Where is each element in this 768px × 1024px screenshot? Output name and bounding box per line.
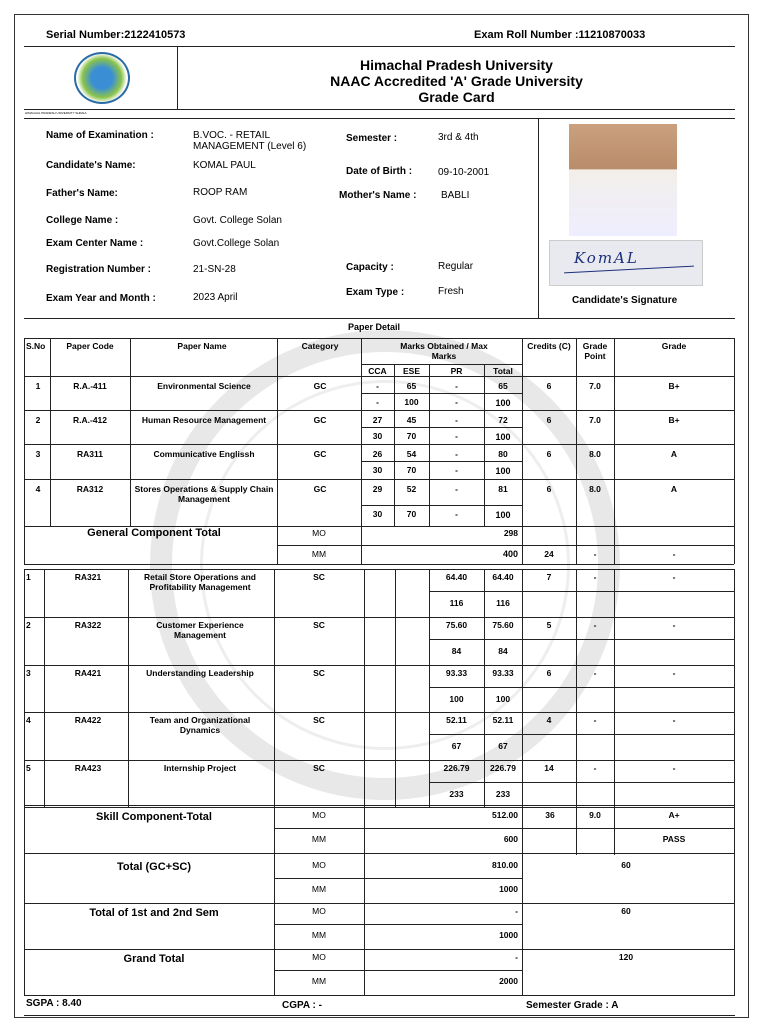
general-total-label: General Component Total: [87, 527, 221, 539]
row-paper-code: RA321: [74, 572, 102, 582]
grid-line: [429, 591, 734, 592]
grid-line: [24, 949, 734, 950]
signature-scribble: KomAL: [574, 249, 639, 267]
gc-mo-value: 298: [503, 528, 518, 538]
row-max-ese: 70: [406, 465, 417, 475]
row-grade: -: [672, 763, 676, 773]
row-ese: 52: [406, 484, 417, 494]
grid-line: [24, 479, 734, 480]
sct-credits: 36: [545, 810, 555, 820]
college-name-label: College Name :: [46, 215, 119, 226]
row-category: SC: [313, 668, 325, 678]
header-ese: ESE: [402, 366, 420, 376]
grid-line: [576, 338, 577, 526]
row-paper-name: Customer Experience Management: [156, 620, 244, 640]
sem-mo-label: MO: [312, 906, 326, 916]
sct-label: Skill Component-Total: [96, 811, 212, 823]
row-category: SC: [313, 715, 325, 725]
row-pr: -: [455, 484, 458, 494]
row-grade-point: -: [593, 763, 597, 773]
exam-type-value: Fresh: [438, 286, 464, 297]
row-category: GC: [313, 484, 327, 494]
grid-line: [364, 805, 365, 995]
row-max-pr: -: [455, 465, 458, 475]
row-max-pr: 233: [449, 789, 464, 799]
grid-line: [522, 569, 523, 807]
header-paper-name: Paper Name: [177, 341, 227, 351]
grid-line: [429, 782, 734, 783]
grid-line: [364, 569, 365, 807]
exam-type-label: Exam Type :: [346, 287, 405, 298]
header-grade-point: Grade Point: [582, 341, 608, 361]
row-credits: 6: [546, 668, 552, 678]
grid-line: [24, 760, 734, 761]
semester-value: 3rd & 4th: [438, 132, 479, 143]
row-paper-code: R.A.-411: [73, 381, 107, 391]
sct-mo-value: 512.00: [492, 810, 518, 820]
row-category: GC: [313, 415, 327, 425]
tot-mo-value: 810.00: [492, 860, 518, 870]
row-grade-point: -: [593, 715, 597, 725]
registration-label: Registration Number :: [46, 264, 152, 275]
tot-mo-label: MO: [312, 860, 326, 870]
row-grade-point: 7.0: [589, 415, 601, 425]
grand-credits: 120: [618, 952, 634, 962]
row-max-pr: 116: [449, 598, 464, 608]
row-cca: 29: [372, 484, 383, 494]
candidate-name-label: Candidate's Name:: [46, 160, 136, 171]
row-max-pr: 84: [451, 646, 462, 656]
gc-grade-point: -: [593, 549, 597, 559]
grid-line: [522, 805, 523, 995]
grid-line: [24, 712, 734, 713]
tot-credits: 60: [621, 860, 631, 870]
row-max-total: 100: [495, 432, 511, 442]
row-paper-name: Stores Operations & Supply Chain Management: [134, 484, 274, 504]
tiny-print: HIMACHAL PRADESH UNIVERSITY SHIMLA: [25, 111, 87, 115]
row-grade-point: 8.0: [589, 484, 601, 494]
grid-line: [522, 526, 523, 564]
header-pr: PR: [450, 366, 463, 376]
row-grade-point: 7.0: [589, 381, 601, 391]
row-paper-name: Team and Organizational Dynamics: [149, 715, 251, 735]
divider: [538, 118, 539, 318]
row-total: 52.11: [492, 715, 514, 725]
capacity-label: Capacity :: [346, 262, 394, 273]
sem-label: Total of 1st and 2nd Sem: [89, 907, 219, 919]
row-total: 226.79: [490, 763, 516, 773]
row-grade-point: -: [593, 620, 597, 630]
row-max-ese: 70: [406, 431, 417, 441]
row-cca: 26: [372, 449, 383, 459]
grid-line: [429, 734, 734, 735]
row-paper-name: Human Resource Management: [141, 415, 267, 425]
tot-mm-label: MM: [311, 884, 327, 894]
gc-mm-value: 400: [502, 549, 518, 559]
row-paper-name: Retail Store Operations and Profitability Management: [144, 572, 256, 592]
row-credits: 6: [546, 381, 552, 391]
row-sno: 2: [26, 620, 31, 630]
row-ese: 65: [406, 381, 417, 391]
university-logo: [74, 52, 130, 104]
row-grade: -: [672, 620, 676, 630]
divider: [24, 109, 735, 110]
sem-mm-value: 1000: [499, 930, 518, 940]
row-grade-point: -: [593, 668, 597, 678]
row-max-pr: 100: [449, 694, 464, 704]
sct-grade-point: 9.0: [589, 810, 601, 820]
grid-line: [24, 853, 734, 854]
row-max-total: 233: [495, 789, 511, 799]
grid-line: [24, 444, 734, 445]
grid-line: [614, 338, 615, 526]
grid-line: [24, 805, 734, 806]
row-category: GC: [313, 381, 327, 391]
row-credits: 5: [546, 620, 552, 630]
row-paper-code: RA422: [74, 715, 102, 725]
grid-line: [361, 364, 522, 365]
row-credits: 6: [546, 449, 552, 459]
grid-line: [274, 970, 522, 971]
candidate-name-value: KOMAL PAUL: [193, 160, 256, 171]
grand-mm-label: MM: [311, 976, 327, 986]
header-total: Total: [493, 366, 513, 376]
grid-line: [24, 564, 734, 565]
grid-line: [361, 393, 522, 394]
row-paper-code: RA423: [74, 763, 102, 773]
grid-line: [24, 903, 734, 904]
divider: [24, 1015, 735, 1016]
semester-label: Semester :: [346, 133, 398, 144]
row-total: 80: [498, 449, 508, 459]
row-sno: 1: [35, 381, 41, 391]
row-pr: 226.79: [443, 763, 470, 773]
row-grade: A: [670, 449, 678, 459]
row-grade: -: [672, 668, 676, 678]
row-max-pr: -: [455, 509, 458, 519]
candidate-photo: [569, 124, 677, 236]
totals-table: [24, 805, 734, 995]
grid-line: [614, 805, 615, 855]
header-credits: Credits (C): [527, 341, 571, 351]
row-total: 75.60: [492, 620, 514, 630]
sct-mm-label: MM: [311, 834, 327, 844]
semester-grade: Semester Grade : A: [526, 1000, 619, 1011]
header-marks: Marks Obtained / Max Marks: [400, 341, 488, 361]
row-credits: 6: [546, 415, 552, 425]
gc-mo-label: MO: [312, 528, 326, 538]
grand-mo-value: -: [515, 952, 518, 962]
grid-line: [395, 569, 396, 807]
grid-line: [24, 569, 25, 807]
row-credits: 14: [544, 763, 554, 773]
row-max-cca: 30: [372, 431, 383, 441]
row-paper-code: RA322: [74, 620, 102, 630]
grid-line: [130, 338, 131, 526]
sem-mm-label: MM: [311, 930, 327, 940]
row-credits: 7: [546, 572, 552, 582]
capacity-value: Regular: [438, 261, 474, 272]
row-credits: 4: [546, 715, 552, 725]
grid-line: [50, 338, 51, 526]
cgpa: CGPA : -: [282, 1000, 322, 1011]
exam-year-value: 2023 April: [193, 292, 238, 303]
grid-line: [274, 569, 275, 807]
father-name-label: Father's Name:: [46, 188, 118, 199]
tot-mm-value: 1000: [499, 884, 518, 894]
row-max-pr: -: [455, 397, 458, 407]
grid-line: [614, 828, 734, 829]
university-name: Himachal Pradesh University: [360, 57, 553, 73]
row-max-pr: -: [455, 431, 458, 441]
grid-line: [429, 639, 734, 640]
grid-line: [274, 805, 275, 995]
row-category: GC: [313, 449, 327, 459]
grand-mm-value: 2000: [499, 976, 518, 986]
grid-line: [576, 569, 577, 807]
row-cca: -: [376, 381, 379, 391]
row-grade-point: -: [593, 572, 597, 582]
row-pr: 93.33: [445, 668, 468, 678]
header-cca: CCA: [368, 366, 387, 376]
grid-line: [734, 338, 735, 564]
grid-line: [44, 569, 45, 807]
row-max-total: 100: [495, 466, 511, 476]
row-pr: -: [455, 449, 458, 459]
grid-line: [576, 805, 577, 855]
row-grade-point: 8.0: [589, 449, 601, 459]
row-pr: -: [455, 381, 458, 391]
row-grade: B+: [668, 415, 680, 425]
grid-line: [734, 569, 735, 807]
serial-number: Serial Number:2122410573: [46, 29, 186, 41]
row-max-total: 67: [498, 741, 508, 751]
row-paper-code: RA311: [77, 449, 103, 459]
exam-roll-number: Exam Roll Number :11210870033: [474, 29, 646, 41]
row-grade: -: [672, 572, 676, 582]
row-total: 81: [498, 484, 508, 494]
grid-line: [24, 665, 734, 666]
row-max-pr: 67: [451, 741, 462, 751]
row-max-total: 100: [495, 398, 511, 408]
exam-year-label: Exam Year and Month :: [46, 293, 156, 304]
result-status: PASS: [662, 834, 686, 844]
grand-mo-label: MO: [312, 952, 326, 962]
row-total: 93.33: [492, 668, 514, 678]
divider: [24, 118, 735, 119]
row-total: 64.40: [492, 572, 514, 582]
grid-line: [277, 526, 278, 564]
row-pr: 75.60: [445, 620, 468, 630]
gc-mm-label: MM: [311, 549, 327, 559]
grid-line: [277, 338, 278, 526]
header-paper-code: Paper Code: [66, 341, 114, 351]
grid-line: [24, 410, 734, 411]
row-paper-name: Understanding Leadership: [146, 668, 254, 678]
general-component-table: [24, 338, 734, 564]
grid-line: [734, 805, 735, 995]
row-paper-code: RA421: [74, 668, 102, 678]
university-header: [178, 57, 735, 105]
dob-value: 09-10-2001: [438, 167, 490, 178]
row-paper-name: Internship Project: [163, 763, 237, 773]
row-paper-name: Environmental Science: [157, 381, 251, 391]
grid-line: [522, 338, 523, 526]
mother-name-label: Mother's Name :: [339, 190, 417, 201]
exam-name-value: B.VOC. - RETAIL MANAGEMENT (Level 6): [193, 130, 307, 152]
gc-grade: -: [672, 549, 676, 559]
grid-line: [614, 526, 615, 564]
signature-label: Candidate's Signature: [572, 295, 678, 306]
row-pr: -: [455, 415, 458, 425]
grid-line: [614, 569, 615, 807]
row-max-cca: 30: [372, 509, 383, 519]
grid-line: [274, 878, 522, 879]
registration-value: 21-SN-28: [193, 264, 236, 275]
row-total: 72: [498, 415, 508, 425]
row-max-cca: 30: [372, 465, 383, 475]
grid-line: [24, 569, 734, 570]
grid-line: [429, 687, 734, 688]
father-name-value: ROOP RAM: [193, 187, 248, 198]
dob-label: Date of Birth :: [346, 166, 413, 177]
header-category: Category: [301, 341, 339, 351]
row-category: SC: [313, 620, 325, 630]
row-sno: 1: [26, 572, 31, 582]
row-grade: B+: [668, 381, 680, 391]
row-sno: 4: [35, 484, 41, 494]
sgpa: SGPA : 8.40: [26, 998, 82, 1009]
divider: [24, 46, 735, 47]
grid-line: [277, 545, 734, 546]
row-sno: 2: [35, 415, 41, 425]
grand-label: Grand Total: [123, 953, 185, 965]
sem-credits: 60: [621, 906, 631, 916]
grid-line: [24, 805, 25, 995]
sem-mo-value: -: [515, 906, 518, 916]
row-max-cca: -: [376, 397, 379, 407]
row-category: SC: [313, 572, 325, 582]
divider: [24, 318, 735, 319]
grid-line: [24, 617, 734, 618]
row-sno: 3: [26, 668, 31, 678]
grid-line: [274, 924, 522, 925]
exam-center-label: Exam Center Name :: [46, 238, 144, 249]
row-sno: 3: [35, 449, 41, 459]
sct-mo-label: MO: [312, 810, 326, 820]
row-credits: 6: [546, 484, 552, 494]
exam-center-value: Govt.College Solan: [193, 238, 280, 249]
grid-line: [128, 569, 129, 807]
row-total: 65: [498, 381, 508, 391]
skill-component-table: [24, 569, 734, 809]
row-paper-name: Communicative Englissh: [153, 449, 255, 459]
row-ese: 54: [406, 449, 417, 459]
header-grade: Grade: [661, 341, 687, 351]
naac-accreditation: NAAC Accredited 'A' Grade University: [330, 73, 583, 89]
row-pr: 64.40: [445, 572, 468, 582]
sct-grade: A+: [668, 810, 680, 820]
row-max-ese: 70: [406, 509, 417, 519]
grade-card-title: Grade Card: [418, 89, 495, 105]
row-grade: A: [670, 484, 678, 494]
sct-mm-value: 600: [503, 834, 518, 844]
row-max-total: 84: [498, 646, 508, 656]
paper-detail-title: Paper Detail: [347, 322, 401, 332]
row-sno: 4: [26, 715, 31, 725]
grid-line: [24, 338, 25, 564]
row-paper-code: R.A.-412: [72, 415, 107, 425]
divider: [24, 995, 735, 996]
row-category: SC: [313, 763, 325, 773]
exam-name-label: Name of Examination :: [46, 130, 154, 141]
college-name-value: Govt. College Solan: [193, 215, 282, 226]
row-sno: 5: [26, 763, 31, 773]
row-max-total: 116: [496, 598, 510, 608]
row-ese: 45: [406, 415, 417, 425]
header-sno: S.No: [26, 341, 46, 351]
mother-name-value: BABLI: [441, 190, 470, 201]
gc-credits: 24: [544, 549, 554, 559]
grid-line: [576, 526, 577, 564]
row-cca: 27: [372, 415, 383, 425]
row-max-ese: 100: [404, 397, 419, 407]
candidate-signature-image: [549, 240, 703, 286]
grid-line: [361, 505, 522, 506]
grid-line: [361, 427, 522, 428]
row-pr: 52.11: [446, 715, 467, 725]
row-max-total: 100: [495, 510, 511, 520]
grid-line: [24, 376, 734, 377]
row-grade: -: [672, 715, 676, 725]
tot-label: Total (GC+SC): [116, 861, 192, 873]
row-max-total: 100: [495, 694, 511, 704]
grid-line: [361, 461, 522, 462]
row-paper-code: RA312: [76, 484, 104, 494]
